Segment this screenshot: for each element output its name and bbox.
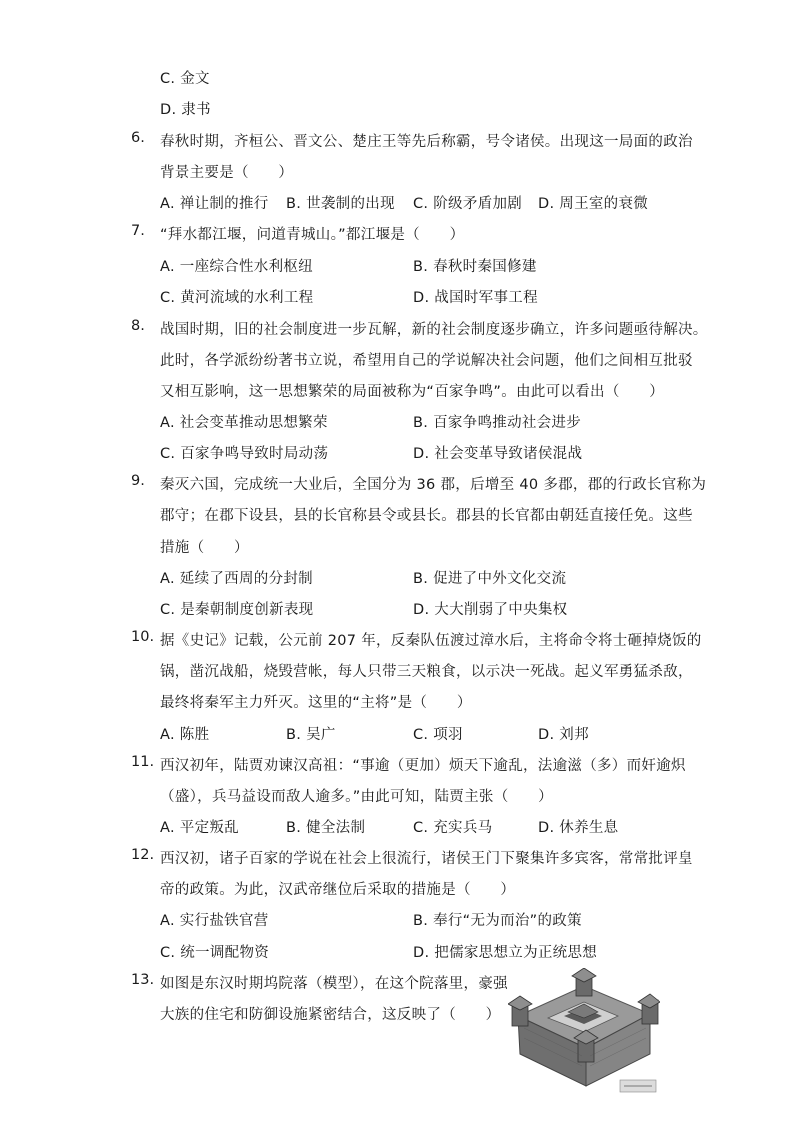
question-12-option-d: D. 把儒家思想立为正统思想 [413, 945, 598, 961]
question-6-number: 6. [131, 130, 145, 146]
question-7-number: 7. [131, 223, 145, 239]
question-8-option-c: C. 百家争鸣导致时局动荡 [160, 446, 329, 462]
question-11-option-d: D. 休养生息 [538, 820, 619, 836]
question-11-option-b: B. 健全法制 [286, 820, 366, 836]
question-7-option-a: A. 一座综合性水利枢纽 [160, 259, 313, 275]
question-6-option-a: A. 禅让制的推行 [160, 196, 269, 212]
question-12-option-c: C. 统一调配物资 [160, 945, 270, 961]
question-7-text: “拜水都江堰，问道青城山。”都江堰是（ ） [160, 227, 465, 243]
question-9-text: 秦灭六国，完成统一大业后，全国分为 36 郡，后增至 40 多郡，郡的行政长官称为 [160, 477, 707, 493]
question-8-text: 又相互影响，这一思想繁荣的局面被称为“百家争鸣”。由此可以看出（ ） [160, 384, 665, 400]
question-13-number: 13. [131, 972, 155, 988]
question-9-text: 措施（ ） [160, 540, 249, 556]
question-11-option-c: C. 充实兵马 [413, 820, 493, 836]
question-9-option-a: A. 延续了西周的分封制 [160, 571, 313, 587]
question-8-number: 8. [131, 318, 145, 334]
question-10-text: 锅，凿沉战船，烧毁营帐，每人只带三天粮食，以示决一死战。起义军勇猛杀敌， [160, 664, 693, 680]
question-8-option-a: A. 社会变革推动思想繁荣 [160, 415, 328, 431]
question-10-option-d: D. 刘邦 [538, 727, 589, 743]
question-8-option-b: B. 百家争鸣推动社会进步 [413, 415, 582, 431]
question-12-option-a: A. 实行盐铁官营 [160, 913, 269, 929]
question-9-option-d: D. 大大削弱了中央集权 [413, 602, 568, 618]
question-7-option-c: C. 黄河流域的水利工程 [160, 290, 314, 306]
question-10-option-b: B. 吴广 [286, 727, 336, 743]
question-12-option-b: B. 奉行“无为而治”的政策 [413, 913, 582, 929]
question-9-text: 郡守；在郡下设县，县的长官称县令或县长。郡县的长官都由朝廷直接任免。这些 [160, 508, 693, 524]
fortified-manor-model-image [508, 968, 660, 1098]
question-7-option-b: B. 春秋时秦国修建 [413, 259, 537, 275]
question-10-option-c: C. 项羽 [413, 727, 463, 743]
question-6-text: 春秋时期，齐桓公、晋文公、楚庄王等先后称霸，号令诸侯。出现这一局面的政治 [160, 134, 693, 150]
question-10-option-a: A. 陈胜 [160, 727, 210, 743]
question-9-option-c: C. 是秦朝制度创新表现 [160, 602, 314, 618]
question-13-text: 如图是东汉时期坞院落（模型），在这个院落里，豪强 [160, 976, 508, 992]
question-6-option-c: C. 阶级矛盾加剧 [413, 196, 523, 212]
question-10-number: 10. [131, 629, 155, 645]
question-6-option-d: D. 周王室的衰微 [538, 196, 649, 212]
question-11-option-a: A. 平定叛乱 [160, 820, 239, 836]
question-9-option-b: B. 促进了中外文化交流 [413, 571, 567, 587]
question-8-text: 此时，各学派纷纷著书立说，希望用自己的学说解决社会问题，他们之间相互批驳 [160, 353, 693, 369]
question-11-number: 11. [131, 754, 155, 770]
question-9-number: 9. [131, 473, 145, 489]
question-11-text: （盛），兵马益设而敌人逾多。”由此可知，陆贾主张（ ） [160, 789, 553, 805]
prev-option-c: C. 金文 [160, 71, 210, 87]
question-8-option-d: D. 社会变革导致诸侯混战 [413, 446, 583, 462]
question-10-text: 据《史记》记载，公元前 207 年，反秦队伍渡过漳水后，主将命令将士砸掉烧饭的 [160, 633, 702, 649]
question-12-text: 帝的政策。为此，汉武帝继位后采取的措施是（ ） [160, 882, 516, 898]
question-13-text: 大族的住宅和防御设施紧密结合，这反映了（ ） [160, 1007, 501, 1023]
question-12-number: 12. [131, 847, 155, 863]
prev-option-d: D. 隶书 [160, 102, 211, 118]
question-6-text: 背景主要是（ ） [160, 165, 294, 181]
question-11-text: 西汉初年，陆贾劝谏汉高祖：“事逾（更加）烦天下逾乱，法逾滋（多）而奸逾炽 [160, 758, 686, 774]
question-8-text: 战国时期，旧的社会制度进一步瓦解，新的社会制度逐步确立，许多问题亟待解决。 [160, 322, 708, 338]
question-7-option-d: D. 战国时军事工程 [413, 290, 538, 306]
question-10-text: 最终将秦军主力歼灭。这里的“主将”是（ ） [160, 695, 472, 711]
question-6-option-b: B. 世袭制的出现 [286, 196, 395, 212]
question-12-text: 西汉初，诸子百家的学说在社会上很流行，诸侯王门下聚集许多宾客，常常批评皇 [160, 851, 693, 867]
